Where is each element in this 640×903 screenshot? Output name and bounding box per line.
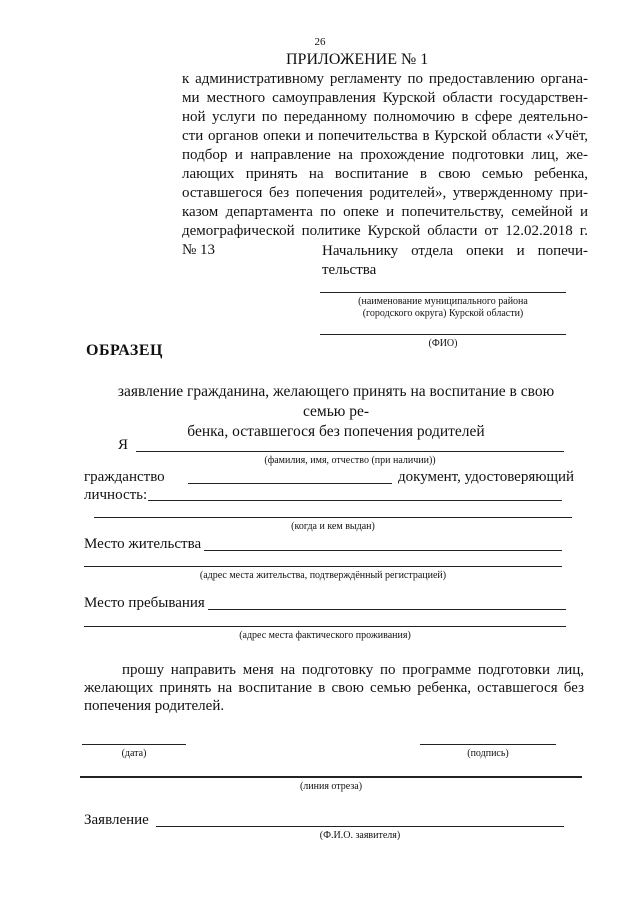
identity-document-label: документ, удостоверяющий	[398, 469, 575, 485]
appendix-line: ми местного самоуправления Курской области государствен-	[182, 90, 588, 106]
applicant-name-field[interactable]	[136, 451, 564, 452]
cut-line	[80, 776, 582, 778]
stay-field[interactable]	[208, 609, 566, 610]
municipality-field[interactable]	[320, 292, 566, 293]
appendix-line: оставшегося без попечения родителей», утвержденному при-	[182, 185, 588, 201]
signature-field[interactable]	[420, 744, 556, 745]
application-heading-line-1: заявление гражданина, желающего принять на воспитание в свою семью ре-	[117, 383, 555, 420]
stay-label: Место пребывания	[84, 595, 205, 611]
addressee-line-2: тельства	[322, 262, 377, 278]
appendix-line: демографической политике Курской области от 12.02.2018 г.	[182, 223, 588, 239]
identity-label: личность:	[84, 487, 148, 503]
request-line-2: желающих принять на воспитание в свою семью ребенка, оставшегося без	[84, 680, 584, 696]
stay-field-2[interactable]	[84, 626, 566, 627]
identity-document-field[interactable]	[148, 500, 562, 501]
request-line-3: попечения родителей.	[84, 698, 225, 714]
municipality-caption-1: (наименование муниципального района	[358, 296, 528, 307]
applicant-caption: (Ф.И.О. заявителя)	[319, 830, 401, 841]
addressee-line-1: Начальнику отдела опеки и попечи-	[322, 243, 588, 259]
appendix-line: лающих принять на воспитание в свою семью ребенка,	[182, 166, 588, 182]
request-line-1: прошу направить меня на подготовку по программе подготовки лиц,	[122, 662, 584, 678]
fio-caption: (ФИО)	[428, 338, 458, 349]
addressee-block	[322, 242, 588, 280]
appendix-reference	[182, 70, 588, 260]
residence-field[interactable]	[204, 550, 562, 551]
citizenship-label: гражданство	[84, 469, 165, 485]
citizenship-field[interactable]	[188, 483, 392, 484]
appendix-line: к административному регламенту по предоставлению органа-	[182, 71, 588, 87]
stay-caption: (адрес места фактического проживания)	[239, 630, 411, 641]
appendix-title: ПРИЛОЖЕНИЕ № 1	[286, 51, 429, 68]
date-caption: (дата)	[121, 748, 147, 759]
appendix-line: № 13	[182, 242, 216, 258]
residence-label: Место жительства	[84, 536, 202, 552]
residence-caption: (адрес места жительства, подтверждённый регистрацией)	[199, 570, 447, 581]
issued-by-field[interactable]	[94, 517, 572, 518]
page-number: 26	[314, 36, 326, 48]
application-heading	[96, 382, 576, 442]
cut-line-caption: (линия отреза)	[299, 781, 363, 792]
name-caption: (фамилия, имя, отчество (при наличии))	[264, 455, 436, 466]
statement-label: Заявление	[84, 812, 149, 828]
signature-caption: (подпись)	[467, 748, 509, 759]
applicant-fio-field[interactable]	[156, 826, 564, 827]
appendix-line: сти органов опеки и попечительства в Курской области «Учёт,	[182, 128, 588, 144]
appendix-line: ной услуги по переданному полномочию в сфере деятельно-	[182, 109, 588, 125]
date-field[interactable]	[82, 744, 186, 745]
municipality-caption-2: (городского округа) Курской области)	[362, 308, 524, 319]
appendix-line: казом департамента по опеке и попечительству, семейной и	[182, 204, 588, 220]
application-heading-line-2: бенка, оставшегося без попечения родителей	[187, 423, 485, 440]
residence-field-2[interactable]	[84, 566, 562, 567]
head-fio-field[interactable]	[320, 334, 566, 335]
i-label: Я	[118, 437, 129, 453]
appendix-line: подбор и направление на прохождение подготовки лиц, же-	[182, 147, 588, 163]
sample-label: ОБРАЗЕЦ	[86, 342, 163, 359]
issued-caption: (когда и кем выдан)	[291, 521, 375, 532]
